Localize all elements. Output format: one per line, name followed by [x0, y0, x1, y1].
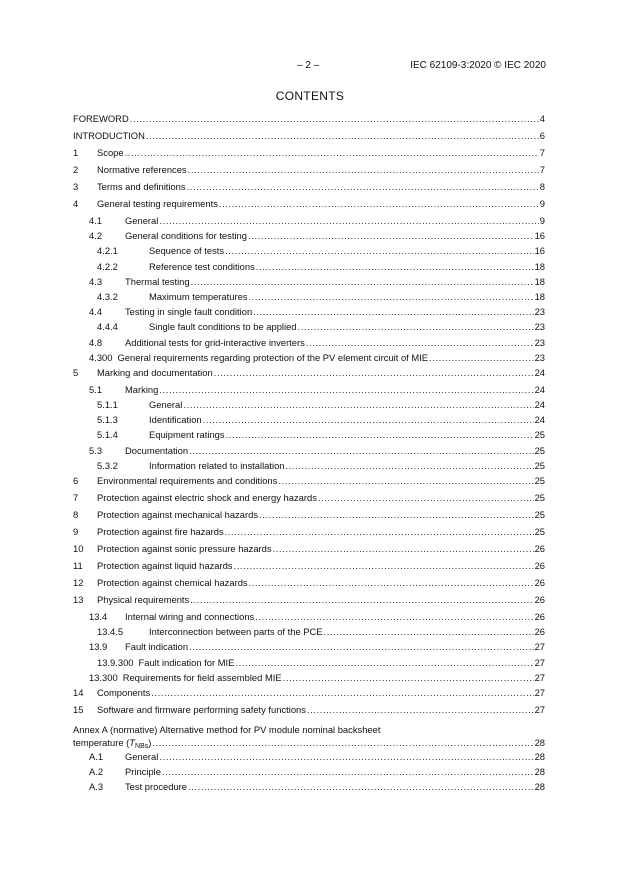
toc-entry-page: 18	[534, 260, 545, 272]
toc-entry-page: 16	[534, 230, 545, 242]
toc-entry-number: 5.3	[89, 444, 103, 456]
toc-entry-number: 4.3	[89, 275, 103, 287]
toc-leader-dots	[219, 198, 539, 209]
toc-entry[interactable]	[73, 198, 545, 215]
toc-entry-page: 26	[534, 543, 545, 554]
toc-leader-dots	[298, 321, 534, 332]
toc-entry-page: 26	[534, 577, 545, 588]
toc-entry[interactable]	[73, 164, 545, 181]
toc-entry-number: 7	[73, 492, 79, 503]
toc-entry-title: General	[125, 215, 159, 226]
toc-entry-number: 13.300	[89, 671, 118, 683]
toc-entry-title: Software and firmware performing safety functions	[97, 703, 306, 715]
toc-entry-page: 26	[534, 611, 545, 622]
toc-entry[interactable]	[73, 445, 545, 460]
toc-entry-title: Single fault conditions to be applied	[149, 321, 297, 333]
toc-entry-page: 25	[534, 492, 545, 503]
toc-entry-number: 4.2.1	[97, 245, 118, 257]
toc-leader-dots	[214, 367, 534, 378]
toc-entry-title: General testing requirements	[97, 198, 218, 209]
toc-entry-number: 6	[73, 475, 79, 486]
toc-entry[interactable]	[73, 414, 545, 429]
toc-leader-dots	[234, 560, 534, 571]
toc-entry-number: 3	[73, 181, 79, 192]
toc-entry-page: 26	[534, 560, 545, 571]
toc-entry-number: 2	[73, 164, 79, 175]
toc-entry[interactable]	[73, 492, 545, 509]
toc-entry-number: 5	[73, 366, 79, 378]
toc-entry[interactable]	[73, 509, 545, 526]
toc-entry[interactable]	[73, 321, 545, 336]
toc-entry-title: INTRODUCTION	[73, 130, 145, 141]
toc-entry-number: 15	[73, 703, 84, 715]
toc-entry[interactable]	[73, 399, 545, 414]
toc-leader-dots	[286, 460, 534, 471]
toc-entry-page: 18	[534, 290, 545, 302]
toc-entry-number: A.2	[89, 766, 104, 778]
toc-entry-number: A.3	[89, 781, 104, 793]
toc-entry-page: 16	[534, 245, 545, 257]
toc-entry-title: Physical requirements	[97, 594, 190, 605]
toc-entry-title: General	[149, 399, 183, 411]
toc-entry-title: Protection against liquid hazards	[97, 560, 233, 571]
toc-entry[interactable]	[73, 560, 545, 577]
toc-entry[interactable]	[73, 429, 545, 444]
toc-entry-number: 14	[73, 686, 84, 698]
toc-entry-page: 27	[534, 641, 545, 653]
toc-annex-entry[interactable]	[73, 723, 545, 751]
page-number: – 2 –	[297, 60, 320, 71]
toc-entry-page: 24	[534, 383, 545, 395]
toc-entry[interactable]	[73, 526, 545, 543]
toc-leader-dots	[324, 626, 534, 637]
toc-entry-number: 5.3.2	[97, 459, 118, 471]
toc-entry-page: 25	[534, 526, 545, 537]
toc-entry-title: Internal wiring and connections	[125, 611, 255, 622]
toc-entry-page: 24	[534, 414, 545, 426]
toc-entry-page: 25	[534, 509, 545, 520]
toc-entry[interactable]	[73, 672, 545, 687]
toc-entry-number: 8	[73, 509, 79, 520]
toc-leader-dots	[162, 766, 534, 777]
toc-entry-title: Additional tests for grid-interactive inverters	[125, 336, 305, 348]
toc-entry-page: 7	[539, 164, 545, 175]
toc-entry-number: 4.1	[89, 215, 103, 226]
toc-entry-page: 27	[534, 703, 545, 715]
toc-entry[interactable]	[73, 215, 545, 230]
toc-entry-page: 28	[534, 750, 545, 762]
document-id: IEC 62109-3:2020 © IEC 2020	[410, 60, 546, 71]
toc-entry-title: Documentation	[125, 444, 189, 456]
toc-entry[interactable]	[73, 230, 545, 245]
toc-entry-title: Information related to installation	[149, 459, 285, 471]
toc-entry-page: 23	[534, 351, 545, 363]
annex-title-text: temperature $(T_{NBs})$	[73, 736, 152, 750]
toc-entry-number: 4.3.2	[97, 290, 118, 302]
toc-leader-dots	[253, 306, 533, 317]
toc-entry-page: 26	[534, 594, 545, 605]
toc-entry-title: Testing in single fault condition	[125, 306, 253, 318]
toc-leader-dots	[189, 641, 534, 652]
toc-entry-title: Marking	[125, 383, 159, 395]
toc-entry-number: 4.300	[89, 351, 113, 363]
toc-entry[interactable]	[73, 130, 545, 147]
toc-entry-title: Normative references	[97, 164, 187, 175]
annex-title-line1: Annex A (normative) Alternative method for PV module nominal backsheet	[73, 723, 381, 735]
toc-entry-title: Components	[97, 686, 151, 698]
toc-leader-dots	[249, 577, 534, 588]
toc-entry[interactable]	[73, 291, 545, 306]
toc-entry[interactable]	[73, 460, 545, 475]
toc-entry[interactable]	[73, 475, 545, 492]
toc-leader-dots	[152, 736, 533, 749]
toc-leader-dots	[255, 611, 533, 622]
toc-entry[interactable]	[73, 626, 545, 641]
toc-leader-dots	[146, 130, 539, 141]
toc-entry-number: 4.4	[89, 306, 103, 318]
toc-entry[interactable]	[73, 594, 545, 611]
toc-entry-title: Identification	[149, 414, 202, 426]
toc-entry[interactable]	[73, 657, 545, 672]
toc-entry-title: Test procedure	[125, 781, 188, 793]
toc-entry-page: 7	[539, 147, 545, 158]
toc-entry-number: 12	[73, 577, 84, 588]
toc-entry-title: Protection against fire hazards	[97, 526, 224, 537]
toc-entry-number: 4.2.2	[97, 260, 118, 272]
toc-entry-page: 25	[534, 475, 545, 486]
toc-entry-title: Marking and documentation	[97, 366, 213, 378]
annex-subscript: NBs	[135, 742, 149, 750]
toc-entry-number: 4.8	[89, 336, 103, 348]
toc-entry[interactable]	[73, 611, 545, 626]
annex-symbol: T	[129, 736, 136, 748]
toc-leader-dots	[225, 245, 534, 256]
toc-entry-page: 25	[534, 429, 545, 441]
annex-title-line2	[73, 736, 545, 751]
toc-entry-number: 13.4.5	[97, 626, 124, 638]
toc-entry[interactable]	[73, 306, 545, 321]
toc-entry-page: 27	[534, 671, 545, 683]
toc-leader-dots	[130, 113, 539, 124]
toc-entry-page: 9	[539, 215, 545, 226]
toc-entry-page: 25	[534, 444, 545, 456]
toc-entry[interactable]	[73, 543, 545, 560]
toc-leader-dots	[283, 672, 534, 683]
toc-leader-dots	[429, 352, 534, 363]
page-title: CONTENTS	[275, 89, 345, 103]
toc-entry-title: General conditions for testing	[125, 230, 247, 242]
toc-entry-title: Sequence of tests	[149, 245, 225, 257]
toc-leader-dots	[248, 291, 533, 302]
toc-entry[interactable]	[73, 367, 545, 384]
toc-entry-title: Reference test conditions	[149, 260, 255, 272]
toc-leader-dots	[203, 414, 534, 425]
toc-entry-page: 4	[539, 113, 545, 124]
toc-entry[interactable]	[73, 384, 545, 399]
toc-entry[interactable]	[73, 181, 545, 198]
toc-entry-title: Environmental requirements and conditions	[97, 475, 278, 486]
toc-entry[interactable]	[73, 781, 545, 796]
toc-entry[interactable]	[73, 687, 545, 704]
toc-entry-number: A.1	[89, 750, 104, 762]
toc-entry-page: 24	[534, 366, 545, 378]
toc-entry-number: 4.2	[89, 230, 103, 242]
toc-entry[interactable]	[73, 147, 545, 164]
toc-entry-title: Maximum temperatures	[149, 290, 248, 302]
toc-entry-number: 13.4	[89, 611, 108, 622]
toc-leader-dots	[159, 384, 533, 395]
toc-entry-page: 9	[539, 198, 545, 209]
toc-leader-dots	[183, 399, 533, 410]
toc-entry-number: 13.9.300	[97, 656, 134, 668]
toc-entry[interactable]	[73, 704, 545, 721]
toc-entry[interactable]	[73, 751, 545, 766]
toc-entry-title: Thermal testing	[125, 275, 190, 287]
toc-entry-number: 9	[73, 526, 79, 537]
toc-leader-dots	[159, 751, 533, 762]
toc-entry-title: Fault indication for MIE	[138, 656, 235, 668]
toc-entry-page: 28	[534, 766, 545, 778]
toc-entry-number: 4.4.4	[97, 321, 118, 333]
toc-entry-title: General requirements regarding protection of the PV element circuit of MIE	[117, 351, 429, 363]
toc-leader-dots	[190, 594, 533, 605]
toc-entry-title: Protection against electric shock and energy hazards	[97, 492, 317, 503]
toc-leader-dots	[225, 526, 534, 537]
toc-entry-page: 23	[534, 306, 545, 318]
toc-entry-page: 28	[534, 781, 545, 793]
toc-entry-title: Requirements for field assembled MIE	[122, 671, 282, 683]
toc-leader-dots	[307, 704, 534, 715]
toc-entry-number: 5.1.3	[97, 414, 118, 426]
toc-entry-page: 6	[539, 130, 545, 141]
toc-entry-page: 26	[534, 626, 545, 638]
toc-entry-page: 27	[534, 656, 545, 668]
toc-leader-dots	[191, 276, 534, 287]
toc-leader-dots	[159, 215, 538, 226]
toc-leader-dots	[235, 657, 533, 668]
toc-entry-number: 10	[73, 543, 84, 554]
toc-entry-page: 23	[534, 321, 545, 333]
toc-entry-title: Principle	[125, 766, 161, 778]
toc-leader-dots	[187, 181, 539, 192]
toc-entry-page: 23	[534, 336, 545, 348]
toc-entry[interactable]	[73, 261, 545, 276]
toc-leader-dots	[151, 687, 533, 698]
toc-entry[interactable]	[73, 641, 545, 656]
toc-leader-dots	[256, 261, 534, 272]
toc-entry[interactable]	[73, 113, 545, 130]
toc-entry-page: 25	[534, 459, 545, 471]
toc-entry[interactable]	[73, 766, 545, 781]
toc-entry-title: Protection against sonic pressure hazards	[97, 543, 272, 554]
table-of-contents	[73, 113, 545, 797]
toc-leader-dots	[188, 781, 534, 792]
toc-entry-title: Protection against chemical hazards	[97, 577, 248, 588]
toc-entry-number: 11	[73, 560, 83, 571]
toc-leader-dots	[259, 509, 534, 520]
toc-entry[interactable]	[73, 276, 545, 291]
toc-leader-dots	[226, 429, 534, 440]
toc-entry-page: 27	[534, 686, 545, 698]
toc-leader-dots	[189, 445, 534, 456]
toc-entry-number: 4	[73, 198, 79, 209]
toc-leader-dots	[318, 492, 534, 503]
toc-entry-page: 24	[534, 399, 545, 411]
toc-entry-number: 5.1	[89, 383, 103, 395]
toc-entry-title: General	[125, 750, 159, 762]
toc-entry-title: Fault indication	[125, 641, 189, 653]
toc-entry-title: Equipment ratings	[149, 429, 225, 441]
toc-entry-number: 5.1.4	[97, 429, 118, 441]
toc-leader-dots	[125, 147, 539, 158]
toc-entry-number: 13.9	[89, 641, 108, 653]
toc-entry[interactable]	[73, 352, 545, 367]
toc-leader-dots	[248, 230, 534, 241]
toc-entry-title: Protection against mechanical hazards	[97, 509, 259, 520]
toc-leader-dots	[188, 164, 539, 175]
toc-entry[interactable]	[73, 245, 545, 260]
toc-entry-number: 1	[73, 147, 79, 158]
toc-entry-number: 13	[73, 594, 84, 605]
toc-entry-page: 18	[534, 275, 545, 287]
toc-leader-dots	[306, 337, 534, 348]
toc-entry-title: FOREWORD	[73, 113, 129, 124]
toc-entry-title: Interconnection between parts of the PCE	[149, 626, 323, 638]
toc-entry-title: Terms and definitions	[97, 181, 186, 192]
toc-entry[interactable]	[73, 337, 545, 352]
toc-entry-title: Scope	[97, 147, 124, 158]
toc-entry-page: 28	[534, 736, 545, 748]
toc-entry-number: 5.1.1	[97, 399, 118, 411]
toc-leader-dots	[273, 543, 534, 554]
toc-entry[interactable]	[73, 577, 545, 594]
toc-leader-dots	[278, 475, 533, 486]
toc-entry-page: 8	[539, 181, 545, 192]
